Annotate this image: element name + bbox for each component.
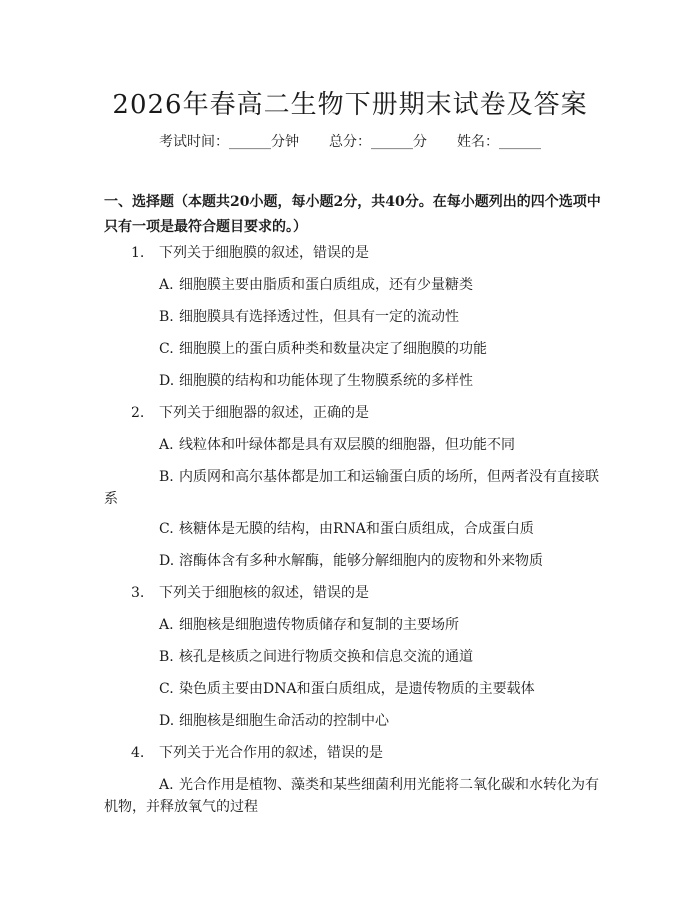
option-text: 核孔是核质之间进行物质交换和信息交流的通道 — [179, 649, 473, 665]
question-option — [159, 551, 543, 571]
question-option — [159, 775, 599, 795]
question-option — [159, 371, 473, 391]
option-letter: D. — [159, 713, 175, 729]
option-text: 溶酶体含有多种水解酶，能够分解细胞内的废物和外来物质 — [179, 553, 543, 569]
option-text: 细胞核是细胞生命活动的控制中心 — [179, 713, 389, 729]
option-letter: A. — [159, 437, 174, 453]
option-letter: B. — [159, 649, 174, 665]
section-heading-line2: 只有一项是最符合题目要求的。） — [104, 219, 307, 235]
question-option — [159, 615, 459, 635]
option-text: 光合作用是植物、藻类和某些细菌利用光能将二氧化碳和水转化为有 — [179, 777, 599, 793]
section-heading-line1: 一、选择题（本题共20小题，每小题2分，共40分。在每小题列出的四个选项中 — [104, 194, 601, 210]
question-number: 3. — [131, 585, 145, 601]
option-text: 染色质主要由DNA和蛋白质组成，是遗传物质的主要载体 — [179, 681, 535, 697]
question-number: 1. — [131, 245, 145, 261]
question-text: 下列关于细胞器的叙述，正确的是 — [159, 405, 369, 421]
exam-time-field: 考试时间：______分钟 — [159, 134, 299, 150]
section-heading-choice — [104, 190, 604, 240]
option-text: 核糖体是无膜的结构，由RNA和蛋白质组成，合成蛋白质 — [179, 521, 534, 537]
total-score-field: 总分：______分 — [329, 134, 427, 150]
option-text: 线粒体和叶绿体都是具有双层膜的细胞器，但功能不同 — [179, 437, 515, 453]
question-stem — [131, 243, 369, 263]
question-text: 下列关于细胞膜的叙述，错误的是 — [159, 245, 369, 261]
option-text: 细胞膜上的蛋白质种类和数量决定了细胞膜的功能 — [179, 341, 487, 357]
question-option — [159, 519, 534, 539]
option-letter: D. — [159, 553, 175, 569]
question-text: 下列关于细胞核的叙述，错误的是 — [159, 585, 369, 601]
option-letter: A. — [159, 777, 174, 793]
option-text: 细胞膜的结构和功能体现了生物膜系统的多样性 — [179, 373, 473, 389]
question-stem — [131, 583, 369, 603]
question-stem — [131, 403, 369, 423]
option-letter: D. — [159, 373, 175, 389]
option-letter: C. — [159, 341, 174, 357]
question-option — [159, 679, 535, 699]
question-option — [159, 435, 515, 455]
option-letter: C. — [159, 521, 174, 537]
student-name-field: 姓名：______ — [457, 134, 541, 150]
question-option — [159, 711, 389, 731]
question-option — [159, 275, 473, 295]
option-continuation: 机物，并释放氧气的过程 — [104, 799, 258, 815]
option-text: 细胞核是细胞遗传物质储存和复制的主要场所 — [179, 617, 459, 633]
question-option — [159, 647, 473, 667]
question-number: 2. — [131, 405, 145, 421]
question-stem — [131, 743, 383, 763]
question-option — [159, 467, 599, 487]
option-letter: B. — [159, 469, 174, 485]
option-text: 细胞膜具有选择透过性，但具有一定的流动性 — [179, 309, 459, 325]
option-text: 内质网和高尔基体都是加工和运输蛋白质的场所，但两者没有直接联 — [179, 469, 599, 485]
option-continuation: 系 — [104, 491, 118, 507]
option-letter: C. — [159, 681, 174, 697]
option-letter: A. — [159, 617, 174, 633]
exam-title: 2026年春高二生物下册期末试卷及答案 — [112, 90, 588, 120]
option-letter: B. — [159, 309, 174, 325]
question-number: 4. — [131, 745, 145, 761]
exam-meta — [0, 131, 700, 151]
question-option — [159, 307, 459, 327]
option-text: 细胞膜主要由脂质和蛋白质组成，还有少量糖类 — [179, 277, 473, 293]
option-letter: A. — [159, 277, 174, 293]
question-text: 下列关于光合作用的叙述，错误的是 — [159, 745, 383, 761]
question-option — [159, 339, 487, 359]
